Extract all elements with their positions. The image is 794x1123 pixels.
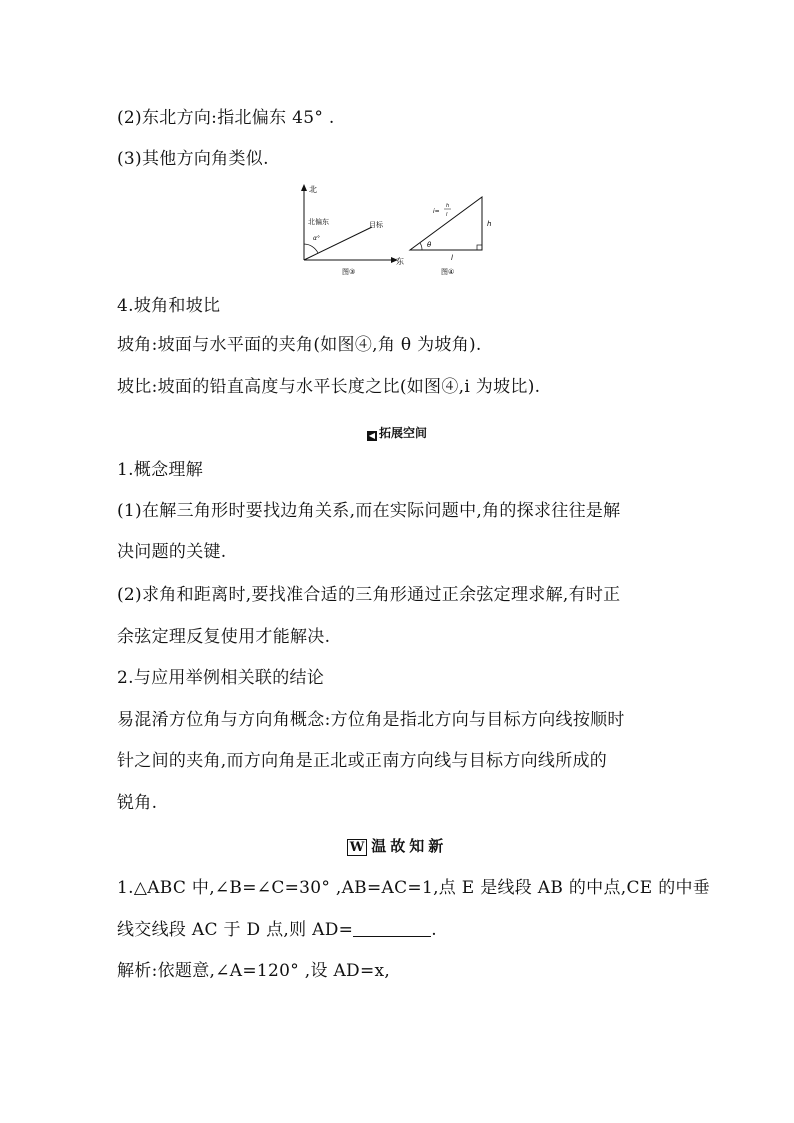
fig4-l-label: l bbox=[451, 254, 453, 262]
answer-blank[interactable] bbox=[353, 920, 431, 937]
fig3-caption: 图③ bbox=[342, 268, 356, 276]
section-review-heading bbox=[0, 835, 794, 856]
fig3-target-label: 目标 bbox=[369, 221, 383, 229]
fig4-h-label: h bbox=[487, 220, 492, 228]
figures-3-4 bbox=[290, 180, 510, 282]
paragraph-northeast: (2)东北方向:指北偏东 45° . bbox=[117, 108, 335, 128]
solution-line: 解析:依题意,∠A=120° ,设 AD=x, bbox=[117, 961, 391, 981]
concept-1-line-2: 决问题的关键. bbox=[117, 542, 227, 562]
expand-heading-text: 拓展空间 bbox=[378, 426, 427, 440]
concept-2-line-1: (2)求角和距离时,要找准合适的三角形通过正余弦定理求解,有时正 bbox=[117, 585, 621, 605]
fig3-angle-label: α° bbox=[313, 235, 320, 242]
fig3-east-label: 东 bbox=[396, 257, 404, 266]
heading-concept: 1.概念理解 bbox=[117, 460, 204, 480]
fig3-north-label: 北 bbox=[309, 185, 317, 194]
concept-1-line-1: (1)在解三角形时要找边角关系,而在实际问题中,角的探求往往是解 bbox=[117, 501, 621, 521]
question-1-period: . bbox=[431, 920, 437, 940]
fig3-ne-label: 北偏东 bbox=[308, 218, 329, 226]
section-expand-heading bbox=[0, 424, 794, 441]
review-w-icon: W bbox=[347, 839, 368, 856]
review-heading-text: 温故知新 bbox=[371, 837, 448, 855]
paragraph-slope-angle: 坡角:坡面与水平面的夹角(如图④,角 θ 为坡角). bbox=[117, 335, 482, 355]
heading-related: 2.与应用举例相关联的结论 bbox=[117, 668, 325, 688]
paragraph-other-directions: (3)其他方向角类似. bbox=[117, 149, 269, 169]
question-1-line-2 bbox=[117, 918, 437, 942]
speaker-icon: ◀ bbox=[368, 431, 376, 440]
question-1-line-1: 1.△ABC 中,∠B=∠C=30° ,AB=AC=1,点 E 是线段 AB 的中点,CE 的中垂 bbox=[117, 878, 711, 898]
fig4-theta-label: θ bbox=[427, 241, 432, 249]
figure-3 bbox=[301, 184, 404, 276]
fig4-frac-den: l bbox=[446, 212, 448, 218]
fig4-caption: 图④ bbox=[441, 268, 455, 276]
paragraph-slope-ratio: 坡比:坡面的铅直高度与水平长度之比(如图④,i 为坡比). bbox=[117, 377, 541, 397]
question-1-text: 线交线段 AC 于 D 点,则 AD= bbox=[117, 920, 354, 940]
concept-2-line-2: 余弦定理反复使用才能解决. bbox=[117, 627, 331, 647]
heading-slope: 4.坡角和坡比 bbox=[117, 296, 221, 316]
related-line-3: 锐角. bbox=[117, 793, 158, 813]
fig4-slope-i: i= bbox=[433, 208, 440, 215]
figure-4 bbox=[410, 197, 491, 276]
fig4-frac-num: h bbox=[446, 203, 450, 209]
related-line-2: 针之间的夹角,而方向角是正北或正南方向线与目标方向线所成的 bbox=[117, 751, 608, 771]
related-line-1: 易混淆方位角与方向角概念:方位角是指北方向与目标方向线按顺时 bbox=[117, 710, 625, 730]
